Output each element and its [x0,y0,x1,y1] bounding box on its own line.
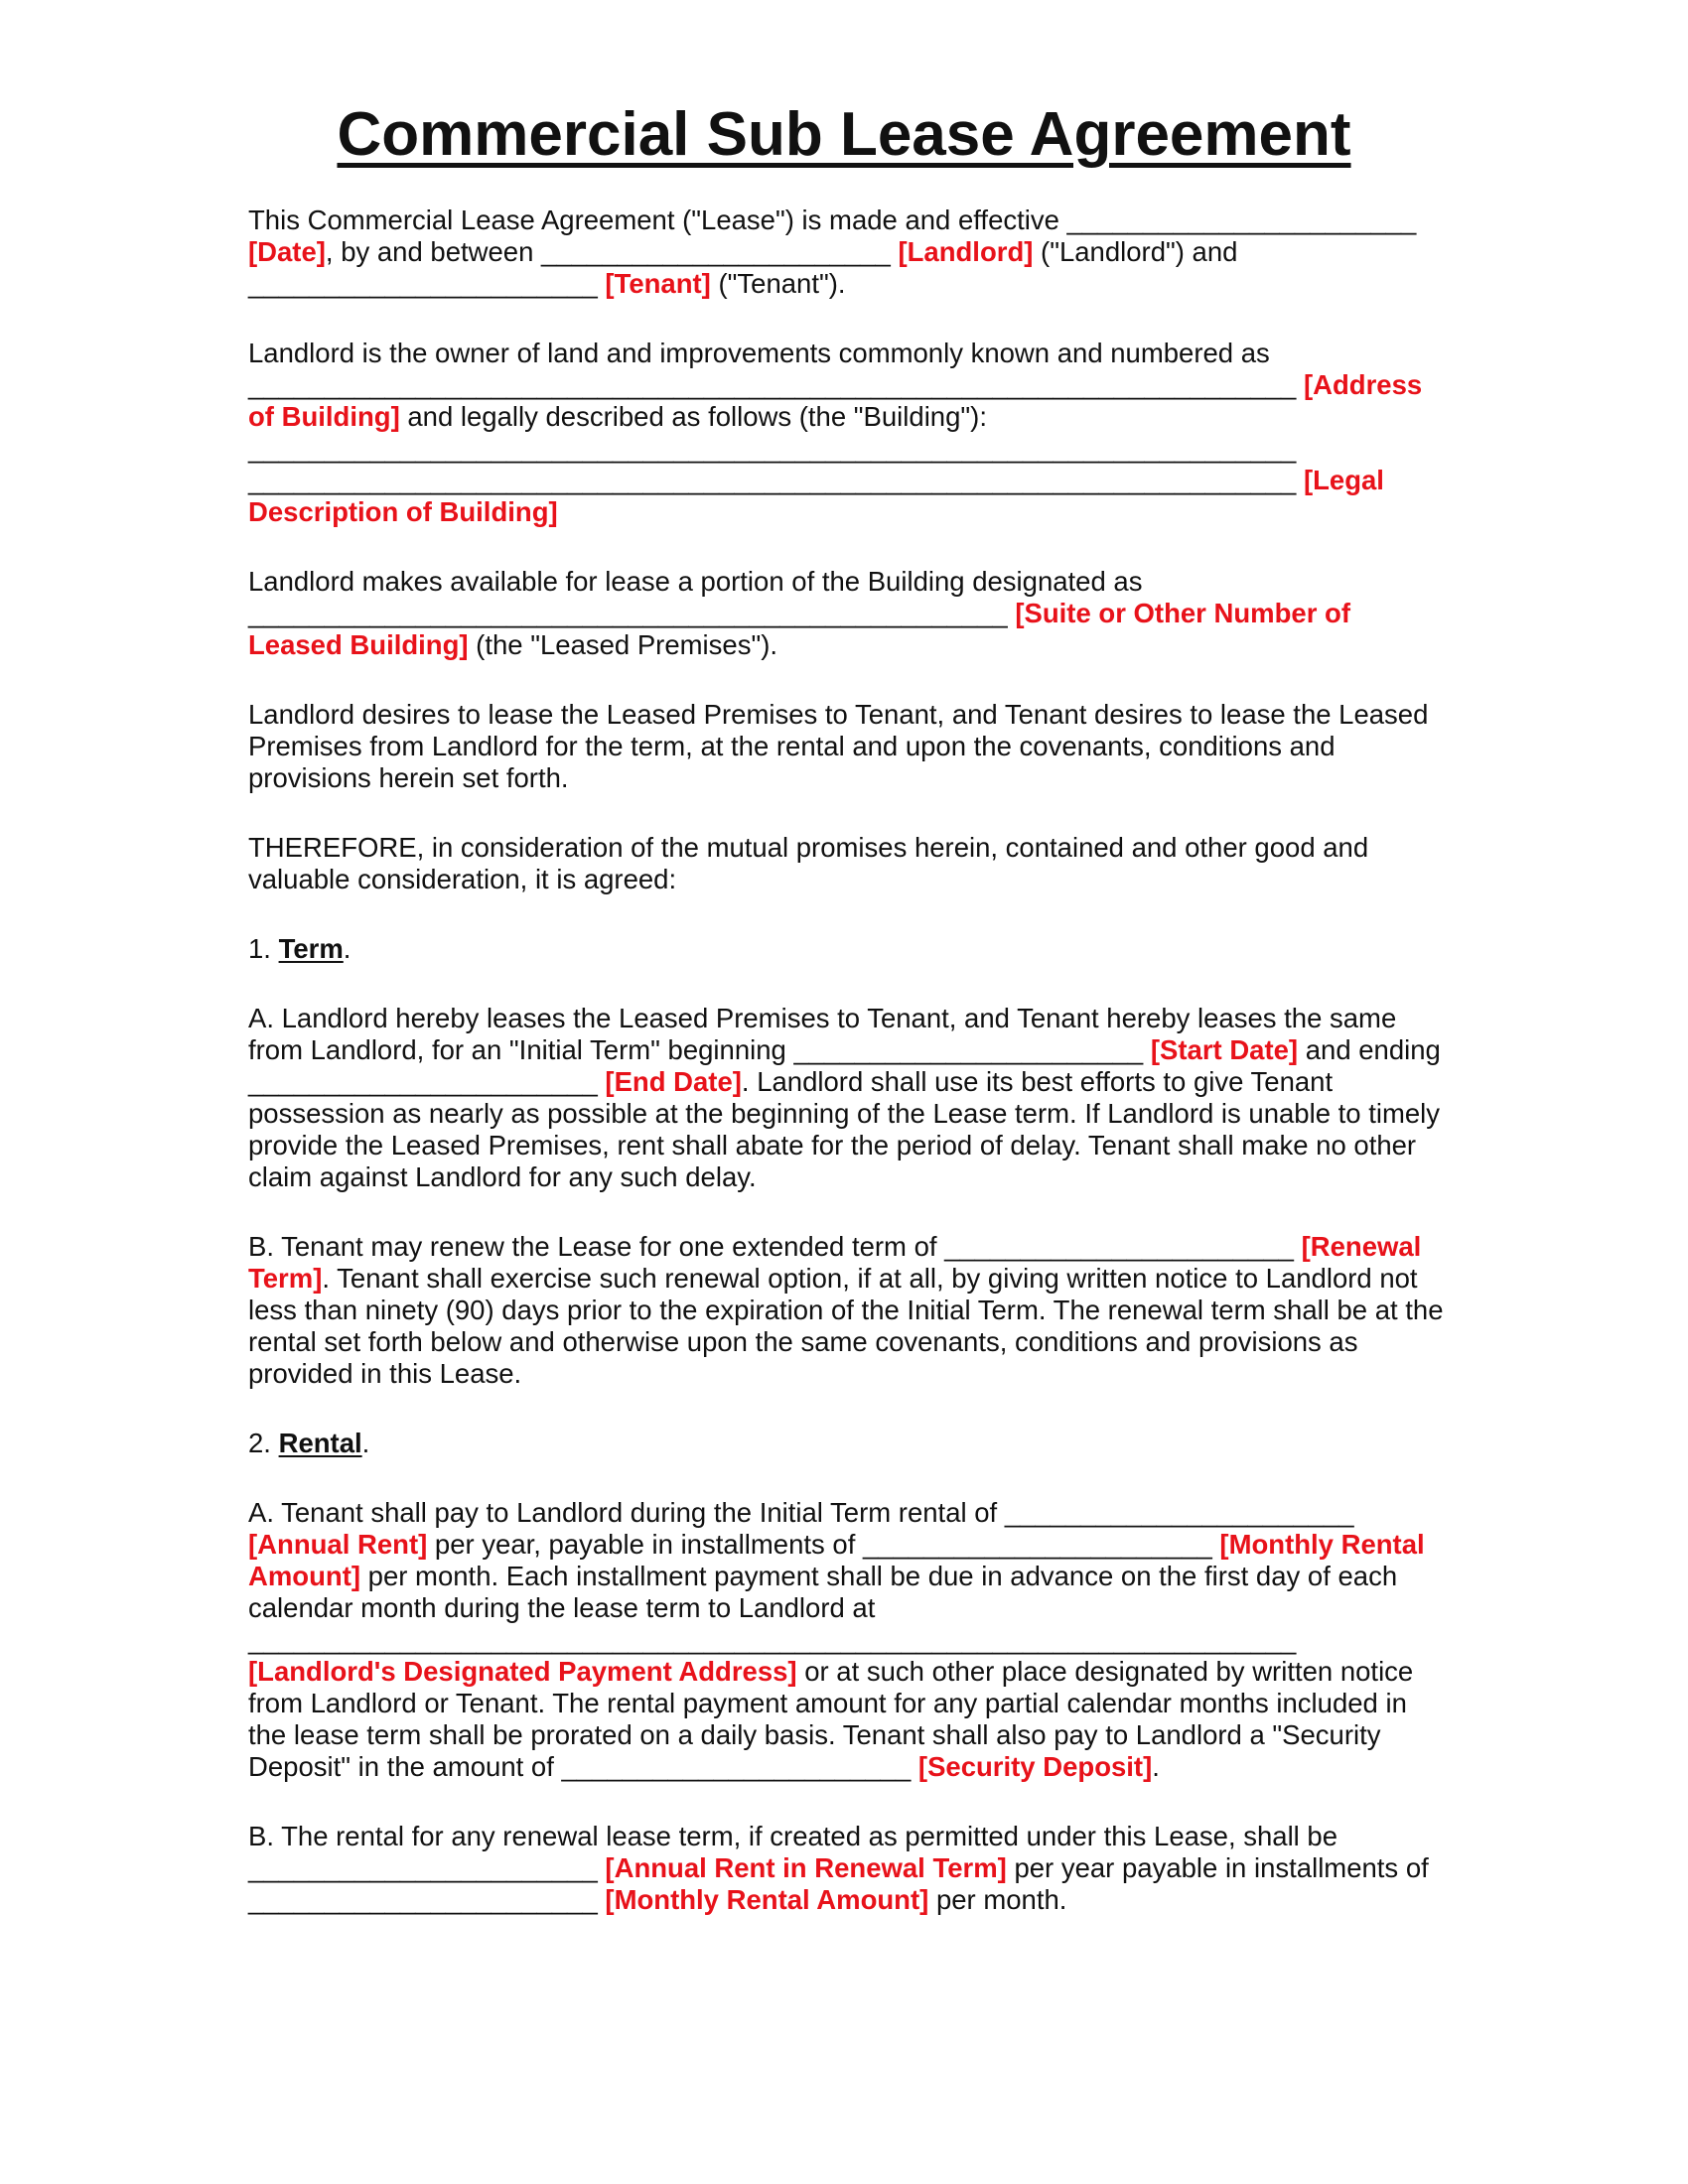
placeholder-renewal-monthly-rent: [Monthly Rental Amount] [605,1884,929,1915]
placeholder-tenant: [Tenant] [605,268,711,299]
placeholder-renewal-annual-rent: [Annual Rent in Renewal Term] [605,1852,1007,1883]
text-run: . [1152,1751,1160,1782]
blank-line: __________________________________________________ [248,598,1008,628]
blank-line: _______________________ [1066,205,1417,235]
text-run: , by and between [325,236,542,267]
text-run: per year payable in installments of [1006,1852,1429,1883]
section-number: 1. [248,933,279,964]
blank-line: _______________________ [561,1751,912,1782]
text-run: . [361,1428,370,1458]
building-paragraph [248,338,1452,528]
term-clause-b [248,1231,1452,1390]
text-run: . Landlord shall use its best efforts to give Tenant possession as nearly as possible at the beginning of the Lease term. If Landlord is unable to timely provide the Leased Premises, rent shall abate for the period of delay. Tenant shall make no other claim against Landlord for any such delay. [248,1066,1441,1192]
placeholder-date: [Date] [248,236,326,267]
blank-line: _______________________ [1004,1497,1354,1528]
text-run: per month. Each installment payment shall be due in advance on the first day of each calendar month during the lease term to Landlord at [248,1561,1398,1623]
term-clause-a [248,1003,1452,1193]
section-title: Rental [278,1428,362,1458]
text-run: ("Landlord") and [1033,236,1238,267]
text-run: B. Tenant may renew the Lease for one extended term of [248,1231,945,1262]
blank-line: _____________________________________________________________________ [248,369,1297,400]
text-run: A. Tenant shall pay to Landlord during the Initial Term rental of [248,1497,1005,1528]
premises-paragraph [248,566,1452,661]
blank-line: _______________________ [793,1034,1144,1065]
text-run: and legally described as follows (the "Building"): [399,401,987,432]
placeholder-end-date: [End Date] [605,1066,742,1097]
text-run: . Tenant shall exercise such renewal option, if at all, by giving written notice to Landlord not less than ninety (90) days prior to the expiration of the Initial Term. The renewal term shall be at the rental set forth below and otherwise upon the same covenants, conditions and provisions as provided in this Lease. [248,1263,1444,1389]
placeholder-monthly-rent: [Monthly Rental Amount] [248,1529,1425,1591]
document-body [248,205,1452,1954]
text-run: Landlord makes available for lease a portion of the Building designated as [248,566,1143,597]
blank-line: _______________________ [248,268,598,299]
text-run: B. The rental for any renewal lease term, if created as permitted under this Lease, shall be [248,1821,1338,1851]
text-run: ("Tenant"). [710,268,846,299]
text-run: (the "Leased Premises"). [468,629,778,660]
rental-clause-a [248,1497,1452,1783]
desire-paragraph: Landlord desires to lease the Leased Premises to Tenant, and Tenant desires to lease the Leased Premises from Landlord for the term, at the rental and upon the covenants, conditions and provisions herein set forth. [248,699,1429,793]
document-title: Commercial Sub Lease Agreement [337,100,1351,169]
blank-line: _______________________ [862,1529,1212,1560]
blank-line: _____________________________________________________________________ [248,465,1297,495]
intro-paragraph [248,205,1452,300]
section-2-heading [248,1428,1452,1459]
blank-line: _______________________ [248,1884,598,1915]
blank-line: _______________________ [541,236,891,267]
section-1-heading [248,933,1452,965]
rental-clause-b [248,1821,1452,1916]
blank-line: _____________________________________________________________________ [248,433,1297,464]
placeholder-start-date: [Start Date] [1150,1034,1299,1065]
placeholder-renewal-term: [Renewal Term] [248,1231,1422,1294]
placeholder-annual-rent: [Annual Rent] [248,1529,428,1560]
therefore-paragraph: THEREFORE, in consideration of the mutual promises herein, contained and other good and valuable consideration, it is agreed: [248,832,1369,894]
section-number: 2. [248,1428,279,1458]
blank-line: _______________________ [248,1852,598,1883]
blank-line: _____________________________________________________________________ [248,1624,1297,1655]
placeholder-address: [Address of Building] [248,369,1423,432]
blank-line: _______________________ [944,1231,1294,1262]
text-run: This Commercial Lease Agreement ("Lease") is made and effective [248,205,1067,235]
text-run: per month. [928,1884,1067,1915]
placeholder-security-deposit: [Security Deposit] [917,1751,1153,1782]
placeholder-payment-address: [Landlord's Designated Payment Address] [248,1656,797,1687]
blank-line: _______________________ [248,1066,598,1097]
text-run: or at such other place designated by written notice from Landlord or Tenant. The rental payment amount for any partial calendar months included in the lease term shall be prorated on a daily basis. Tenant shall also pay to Landlord a "Security Deposit" in the amount of [248,1656,1414,1782]
placeholder-legal-description: [Legal Description of Building] [248,465,1384,527]
section-title: Term [278,933,344,964]
text-run: and ending [1298,1034,1441,1065]
placeholder-landlord: [Landlord] [898,236,1034,267]
text-run: per year, payable in installments of [427,1529,863,1560]
placeholder-suite: [Suite or Other Number of Leased Building] [248,598,1351,660]
text-run: A. Landlord hereby leases the Leased Premises to Tenant, and Tenant hereby leases the same from Landlord, for an "Initial Term" beginning [248,1003,1397,1065]
text-run: Landlord is the owner of land and improvements commonly known and numbered as [248,338,1270,368]
text-run: . [343,933,352,964]
